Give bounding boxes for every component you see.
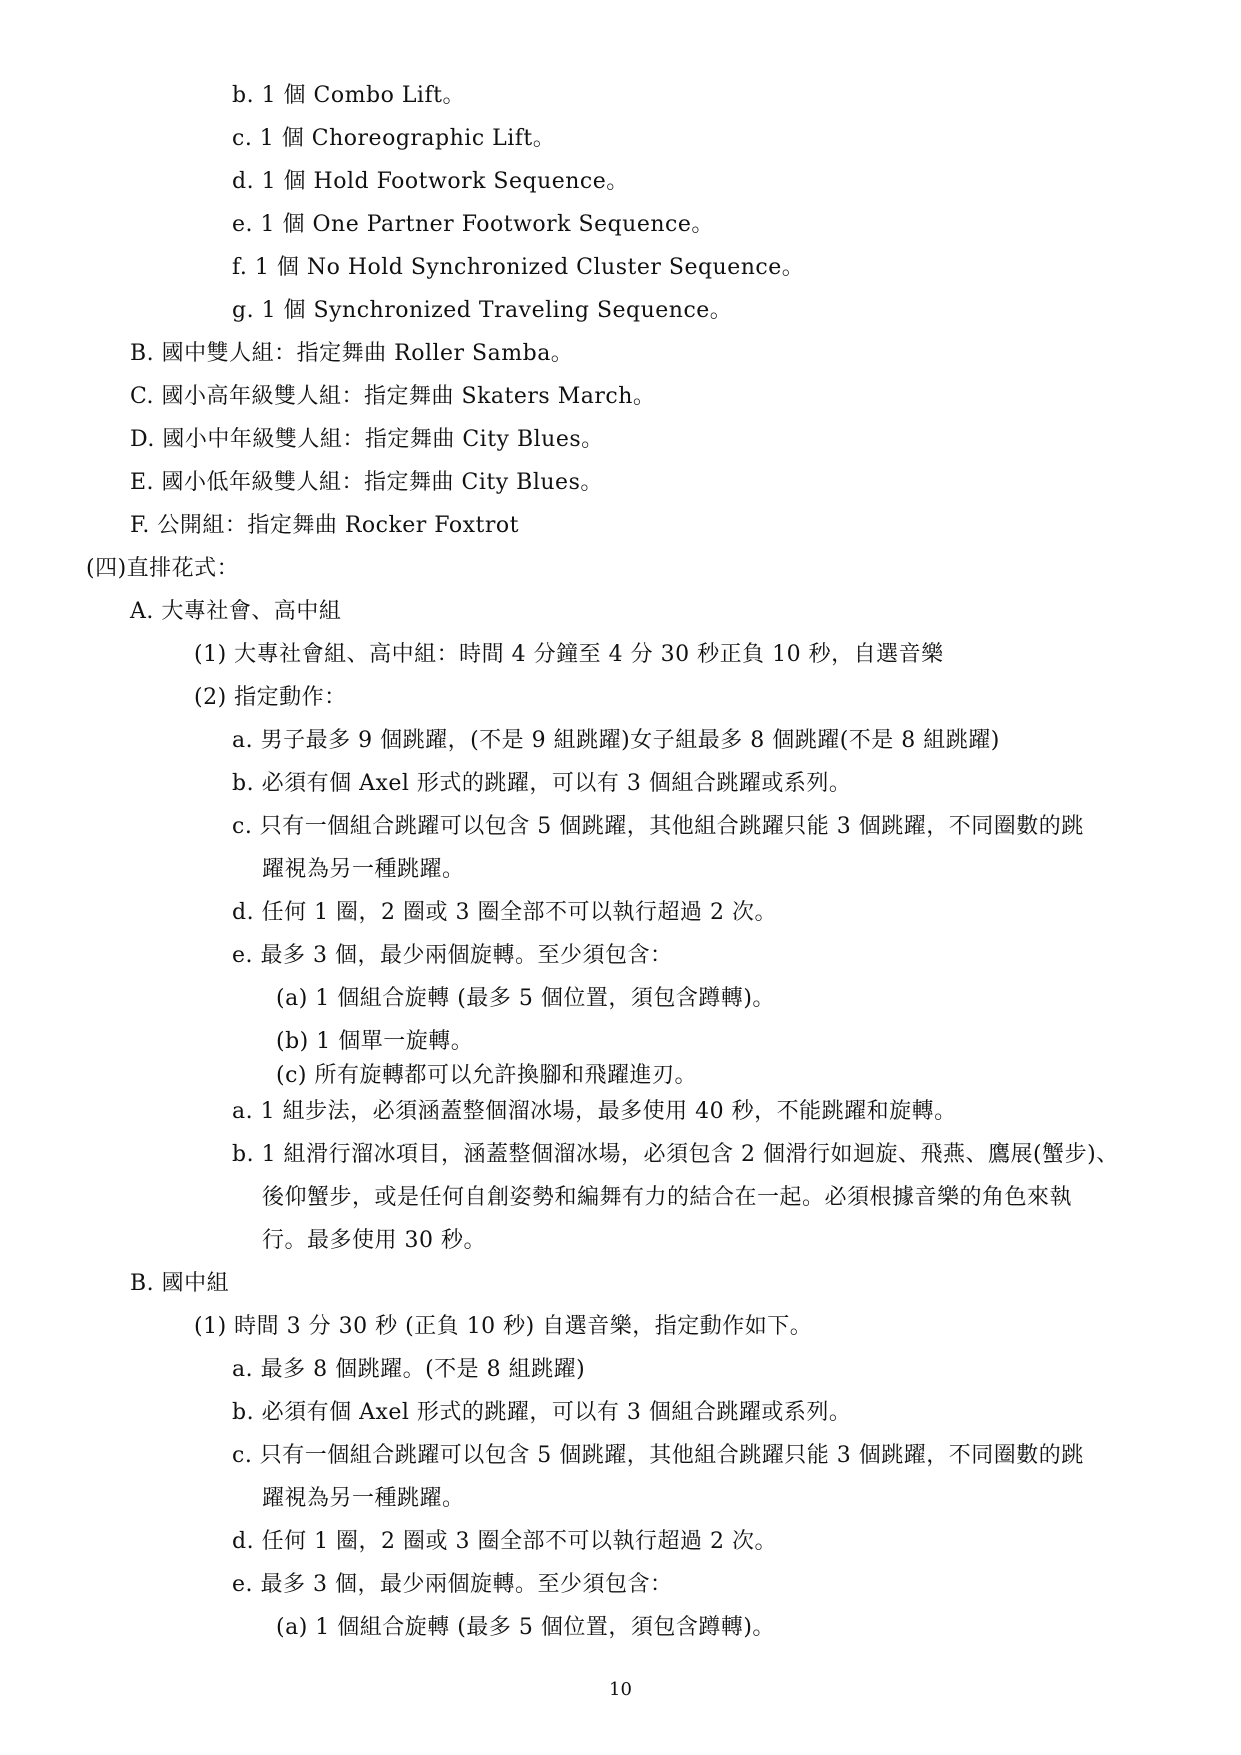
text-line: c. 1 個 Choreographic Lift。 — [232, 126, 556, 151]
text-line: b. 必須有個 Axel 形式的跳躍，可以有 3 個組合跳躍或系列。 — [232, 1400, 852, 1425]
text-line: d. 任何 1 圈，2 圈或 3 圈全部不可以執行超過 2 次。 — [232, 900, 778, 925]
text-line: (1) 時間 3 分 30 秒 (正負 10 秒) 自選音樂，指定動作如下。 — [194, 1314, 813, 1339]
text-line: B. 國中雙人組：指定舞曲 Roller Samba。 — [130, 341, 574, 366]
text-line: a. 男子最多 9 個跳躍，(不是 9 組跳躍)女子組最多 8 個跳躍(不是 8 組跳躍) — [232, 728, 1000, 753]
section-heading: (四)直排花式： — [86, 556, 240, 581]
text-line: b. 1 組滑行溜冰項目，涵蓋整個溜冰場，必須包含 2 個滑行如迴旋、飛燕、鷹展(蟹步)、 — [232, 1142, 1119, 1167]
text-line: g. 1 個 Synchronized Traveling Sequence。 — [232, 298, 733, 323]
text-line: c. 只有一個組合跳躍可以包含 5 個跳躍，其他組合跳躍只能 3 個跳躍，不同圈數的跳 — [232, 814, 1084, 839]
text-line: 躍視為另一種跳躍。 — [262, 1486, 465, 1511]
text-line: c. 只有一個組合跳躍可以包含 5 個跳躍，其他組合跳躍只能 3 個跳躍，不同圈數的跳 — [232, 1443, 1084, 1468]
subsection-heading: B. 國中組 — [130, 1271, 230, 1296]
text-line: F. 公開組：指定舞曲 Rocker Foxtrot — [130, 513, 519, 538]
text-line: (b) 1 個單一旋轉。 — [276, 1029, 474, 1054]
text-line: (a) 1 個組合旋轉 (最多 5 個位置，須包含蹲轉)。 — [276, 1615, 775, 1640]
text-line: d. 1 個 Hold Footwork Sequence。 — [232, 169, 629, 194]
subsection-heading: A. 大專社會、高中組 — [130, 599, 342, 624]
text-line: C. 國小高年級雙人組：指定舞曲 Skaters March。 — [130, 384, 656, 409]
text-line: (a) 1 個組合旋轉 (最多 5 個位置，須包含蹲轉)。 — [276, 986, 775, 1011]
text-line: f. 1 個 No Hold Synchronized Cluster Sequence。 — [232, 255, 805, 280]
text-line: (2) 指定動作： — [194, 685, 347, 710]
text-line: (c) 所有旋轉都可以允許換腳和飛躍進刃。 — [276, 1063, 697, 1088]
text-line: 行。最多使用 30 秒。 — [262, 1228, 486, 1253]
text-line: 躍視為另一種跳躍。 — [262, 857, 465, 882]
text-line: E. 國小低年級雙人組：指定舞曲 City Blues。 — [130, 470, 603, 495]
text-line: b. 1 個 Combo Lift。 — [232, 83, 465, 108]
text-line: (1) 大專社會組、高中組：時間 4 分鐘至 4 分 30 秒正負 10 秒，自選音樂 — [194, 642, 944, 667]
page-number: 10 — [609, 1679, 632, 1700]
text-line: e. 1 個 One Partner Footwork Sequence。 — [232, 212, 714, 237]
text-line: e. 最多 3 個，最少兩個旋轉。至少須包含： — [232, 1572, 673, 1597]
text-line: a. 1 組步法，必須涵蓋整個溜冰場，最多使用 40 秒，不能跳躍和旋轉。 — [232, 1099, 957, 1124]
text-line: a. 最多 8 個跳躍。(不是 8 組跳躍) — [232, 1357, 586, 1382]
text-line: e. 最多 3 個，最少兩個旋轉。至少須包含： — [232, 943, 673, 968]
text-line: d. 任何 1 圈，2 圈或 3 圈全部不可以執行超過 2 次。 — [232, 1529, 778, 1554]
text-line: b. 必須有個 Axel 形式的跳躍，可以有 3 個組合跳躍或系列。 — [232, 771, 852, 796]
text-line: D. 國小中年級雙人組：指定舞曲 City Blues。 — [130, 427, 604, 452]
text-line: 後仰蟹步，或是任何自創姿勢和編舞有力的結合在一起。必須根據音樂的角色來執 — [262, 1185, 1073, 1210]
